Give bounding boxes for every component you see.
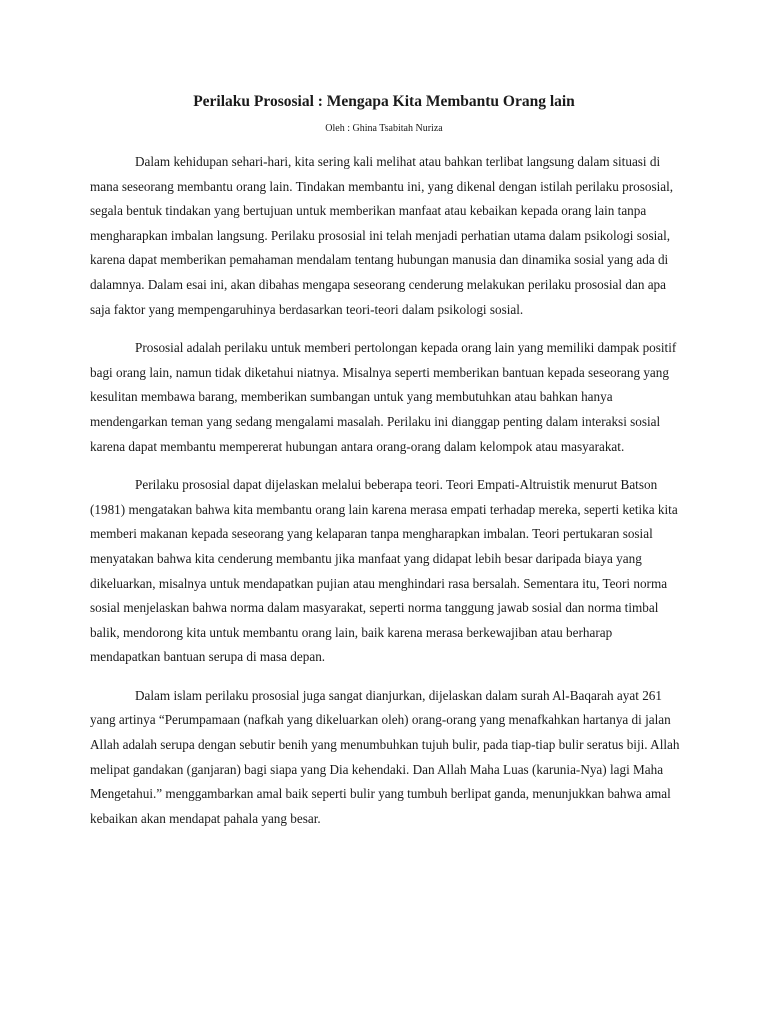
paragraph: Perilaku prososial dapat dijelaskan melalui beberapa teori. Teori Empati-Altruistik menurut Batson (1981) mengatakan bahwa kita membantu orang lain karena merasa empati terhadap mereka, seperti ketika kita memberi makanan kepada seseorang yang kelaparan tanpa mengharapkan imbalan. Teori pertukaran sosial menyatakan bahwa kita cenderung membantu jika manfaat yang didapat lebih besar daripada biaya yang dikeluarkan, misalnya untuk mendapatkan pujian atau menghindari rasa bersalah. Sementara itu, Teori norma sosial menjelaskan bahwa norma dalam masyarakat, seperti norma tanggung jawab sosial dan norma timbal balik, mendorong kita untuk membantu orang lain, baik karena merasa berkewajiban atau berharap mendapatkan bantuan serupa di masa depan. [90,477,678,665]
paragraph: Dalam islam perilaku prososial juga sangat dianjurkan, dijelaskan dalam surah Al-Baqarah ayat 261 yang artinya “Perumpamaan (nafkah yang dikeluarkan oleh) orang-orang yang menafkahkan hartanya di jalan Allah adalah serupa dengan sebutir benih yang menumbuhkan tujuh bulir, pada tiap-tiap bulir seratus biji. Allah melipat gandakan (ganjaran) bagi siapa yang Dia kehendaki. Dan Allah Maha Luas (karunia-Nya) lagi Maha Mengetahui.” menggambarkan amal baik seperti bulir yang tumbuh berlipat ganda, menunjukkan bahwa amal kebaikan akan mendapat pahala yang besar. [90,687,680,826]
document-body [90,150,680,845]
paragraph: Prososial adalah perilaku untuk memberi pertolongan kepada orang lain yang memiliki dampak positif bagi orang lain, namun tidak diketahui niatnya. Misalnya seperti memberikan bantuan kepada seseorang yang kesulitan membawa barang, memberikan sumbangan untuk yang membutuhkan atau bahkan hanya mendengarkan teman yang sedang mengalami masalah. Perilaku ini dianggap penting dalam interaksi sosial karena dapat membantu mempererat hubungan antara orang-orang dalam kelompok atau masyarakat. [90,340,677,454]
paragraph: Dalam kehidupan sehari-hari, kita sering kali melihat atau bahkan terlibat langsung dalam situasi di mana seseorang membantu orang lain. Tindakan membantu ini, yang dikenal dengan istilah perilaku prososial, segala bentuk tindakan yang bertujuan untuk memberikan manfaat atau kebaikan kepada orang lain tanpa mengharapkan imbalan langsung. Perilaku prososial ini telah menjadi perhatian utama dalam psikologi sosial, karena dapat memberikan pemahaman mendalam tentang hubungan manusia dan dinamika sosial yang ada di dalamnya. Dalam esai ini, akan dibahas mengapa seseorang cenderung melakukan perilaku prososial dan apa saja faktor yang mempengaruhinya berdasarkan teori-teori dalam psikologi sosial. [90,154,674,317]
author-line: Oleh : Ghina Tsabitah Nuriza [325,123,443,134]
document-title: Perilaku Prososial : Mengapa Kita Membantu Orang lain [193,93,575,110]
